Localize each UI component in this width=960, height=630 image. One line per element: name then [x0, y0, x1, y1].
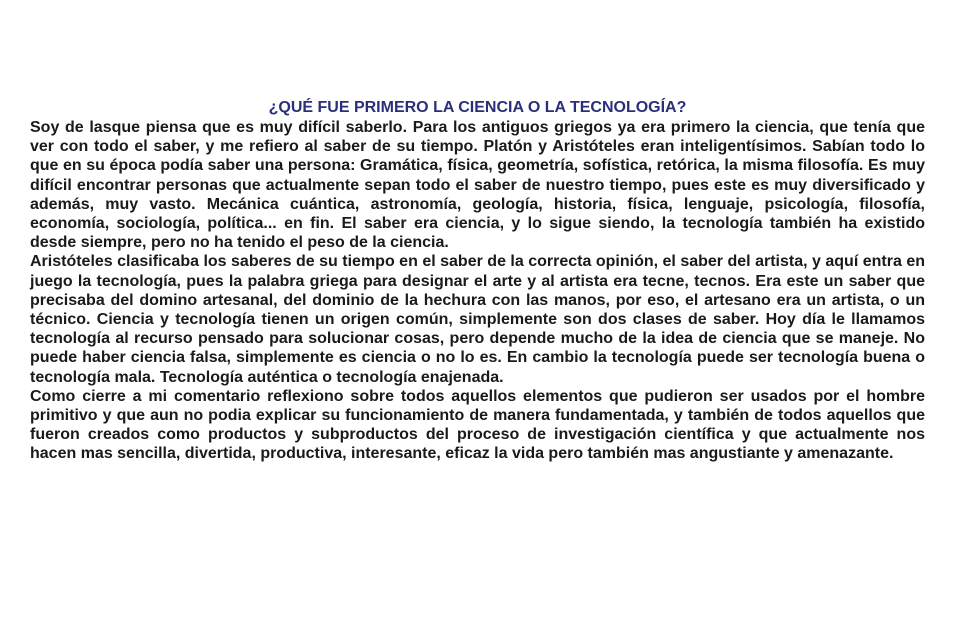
paragraph-3: Como cierre a mi comentario reflexiono sobre todos aquellos elementos que pudieron ser usados por el hombre primitivo y que aun no podia explicar su funcionamiento de manera fundamentada, y también de todos aquellos que fueron creados como productos y subproductos del proceso de investigación científica y que actualmente nos hacen mas sencilla, divertida, productiva, interesante, eficaz la vida pero también mas angustiante y amenazante. — [30, 387, 925, 463]
document-title: ¿QUÉ FUE PRIMERO LA CIENCIA O LA TECNOLOGÍA? — [268, 99, 687, 116]
paragraph-1: Soy de lasque piensa que es muy difícil saberlo. Para los antiguos griegos ya era primero la ciencia, que tenía que ver con todo el saber, y me refiero al saber de su tiempo. Platón y Aristóteles eran inteligentísimos. Sabían todo lo que en su época podía saber una persona: Gramática, física, geometría, sofística, retórica, la misma filosofía. Es muy difícil encontrar personas que actualmente sepan todo el saber de nuestro tiempo, pues este es muy diversificado y además, muy vasto. Mecánica cuántica, astronomía, geología, historia, física, lenguaje, psicología, filosofía, economía, sociología, política... en fin. El saber era ciencia, y lo sigue siendo, la tecnología también ha existido desde siempre, pero no ha tenido el peso de la ciencia. — [30, 119, 925, 252]
document-page — [30, 98, 925, 464]
paragraph-2: Aristóteles clasificaba los saberes de su tiempo en el saber de la correcta opinión, el saber del artista, y aquí entra en juego la tecnología, pues la palabra griega para designar el arte y al artista era tecne, tecnos. Era este un saber que precisaba del domino artesanal, del dominio de la hechura con las manos, por eso, el artesano era un artista, o un técnico. Ciencia y tecnología tienen un origen común, simplemente son dos clases de saber. Hoy día le llamamos tecnología al recurso pensado para solucionar cosas, pero depende mucho de la idea de ciencia que se maneje. No puede haber ciencia falsa, simplemente es ciencia o no lo es. En cambio la tecnología puede ser tecnología buena o tecnología mala. Tecnología auténtica o tecnología enajenada. — [30, 253, 925, 386]
